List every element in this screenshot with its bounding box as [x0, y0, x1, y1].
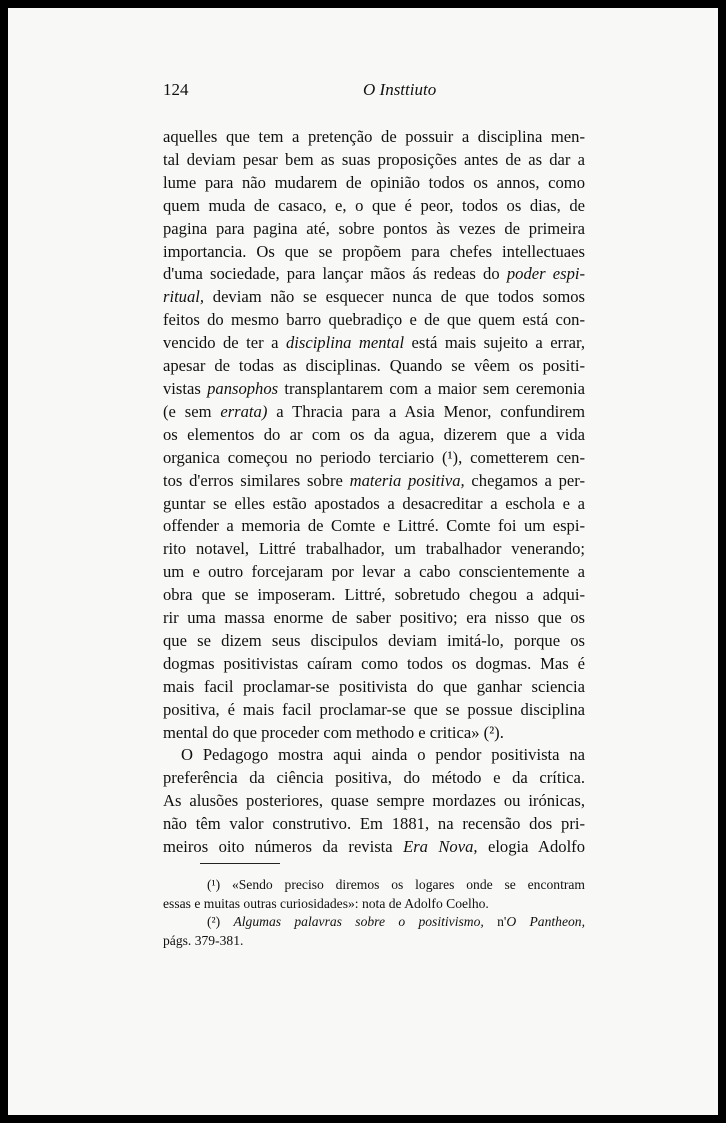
page-number: 124 — [163, 80, 189, 99]
text-line: tos d'erros similares sobre materia positiva, chegamos a per- — [163, 470, 585, 490]
text-line: mais facil proclamar-se positivista do que ganhar sciencia — [163, 676, 585, 696]
text-line: offender a memoria de Comte e Littré. Comte foi um espi- — [163, 516, 585, 536]
text-line: organica começou no periodo terciario (¹), cometterem cen- — [163, 447, 585, 467]
page-header — [163, 80, 583, 104]
footnote-2-line-1: (²) Algumas palavras sobre o positivismo, n'O Pantheon, — [207, 914, 586, 929]
footnotes — [163, 876, 585, 950]
text-line: feitos do mesmo barro quebradiço e de que quem está con- — [163, 310, 585, 330]
text-line: quem muda de casaco, e, o que é peor, todos os dias, de — [163, 195, 585, 215]
text-line: os elementos do ar com os da agua, dizerem que a vida — [163, 424, 585, 444]
text-line: rir uma massa enorme de saber positivo; era nisso que os — [163, 608, 585, 628]
footnote-2-line-2: págs. 379-381. — [163, 932, 244, 948]
text-line: positiva, é mais facil proclamar-se que se possue disciplina — [163, 699, 585, 719]
text-line: tal deviam pesar bem as suas proposições antes de as dar a — [163, 149, 585, 169]
text-line: importancia. Os que se propõem para chefes intellectuaes — [163, 241, 585, 261]
text-line: d'uma sociedade, para lançar mãos ás redeas do poder espi- — [163, 264, 586, 284]
text-line: que se dizem seus discipulos deviam imitá-lo, porque os — [163, 630, 585, 650]
text-line: não têm valor construtivo. Em 1881, na recensão dos pri- — [163, 814, 585, 834]
text-line: ritual, deviam não se esquecer nunca de que todos somos — [163, 287, 585, 307]
text-line: pagina para pagina até, sobre pontos às vezes de primeira — [163, 218, 585, 238]
text-line: mental do que proceder com methodo e critica» (²). — [163, 722, 504, 742]
running-title: O Insttiuto — [363, 80, 437, 99]
text-line: aquelles que tem a pretenção de possuir a disciplina men- — [163, 127, 585, 146]
text-line: O Pedagogo mostra aqui ainda o pendor positivista na — [181, 745, 585, 765]
text-line: (e sem errata) a Thracia para a Asia Menor, confundirem — [163, 401, 585, 421]
text-line: um e outro forcejaram por levar a cabo conscientemente a — [163, 562, 585, 582]
text-line: apesar de todas as disciplinas. Quando se vêem os positi- — [163, 356, 585, 376]
text-line: As alusões posteriores, quase sempre mordazes ou irónicas, — [163, 791, 585, 811]
text-line: meiros oito números da revista Era Nova, elogia Adolfo — [163, 837, 586, 857]
text-line: vistas pansophos transplantarem com a maior sem ceremonia — [163, 378, 585, 398]
body-text — [163, 126, 585, 859]
text-line: obra que se imposeram. Littré, sobretudo chegou a adqui- — [163, 585, 585, 605]
text-line: preferência da ciência positiva, do método e da crítica. — [163, 768, 585, 788]
text-line: dogmas positivistas caíram como todos os dogmas. Mas é — [163, 653, 585, 673]
footnote-1-line-1: (¹) «Sendo preciso diremos os logares onde se encontram — [207, 877, 585, 892]
footnote-rule — [200, 863, 280, 864]
footnote-1-line-2: essas e muitas outras curiosidades»: nota de Adolfo Coelho. — [163, 895, 489, 911]
text-line: lume para não mudarem de opinião todos os annos, como — [163, 172, 585, 192]
text-line: rito notavel, Littré trabalhador, um trabalhador venerando; — [163, 539, 585, 559]
text-line: guntar se elles estão apostados a desacreditar a eschola e a — [163, 493, 585, 513]
book-page — [8, 8, 718, 1115]
text-line: vencido de ter a disciplina mental está mais sujeito a errar, — [163, 333, 585, 353]
